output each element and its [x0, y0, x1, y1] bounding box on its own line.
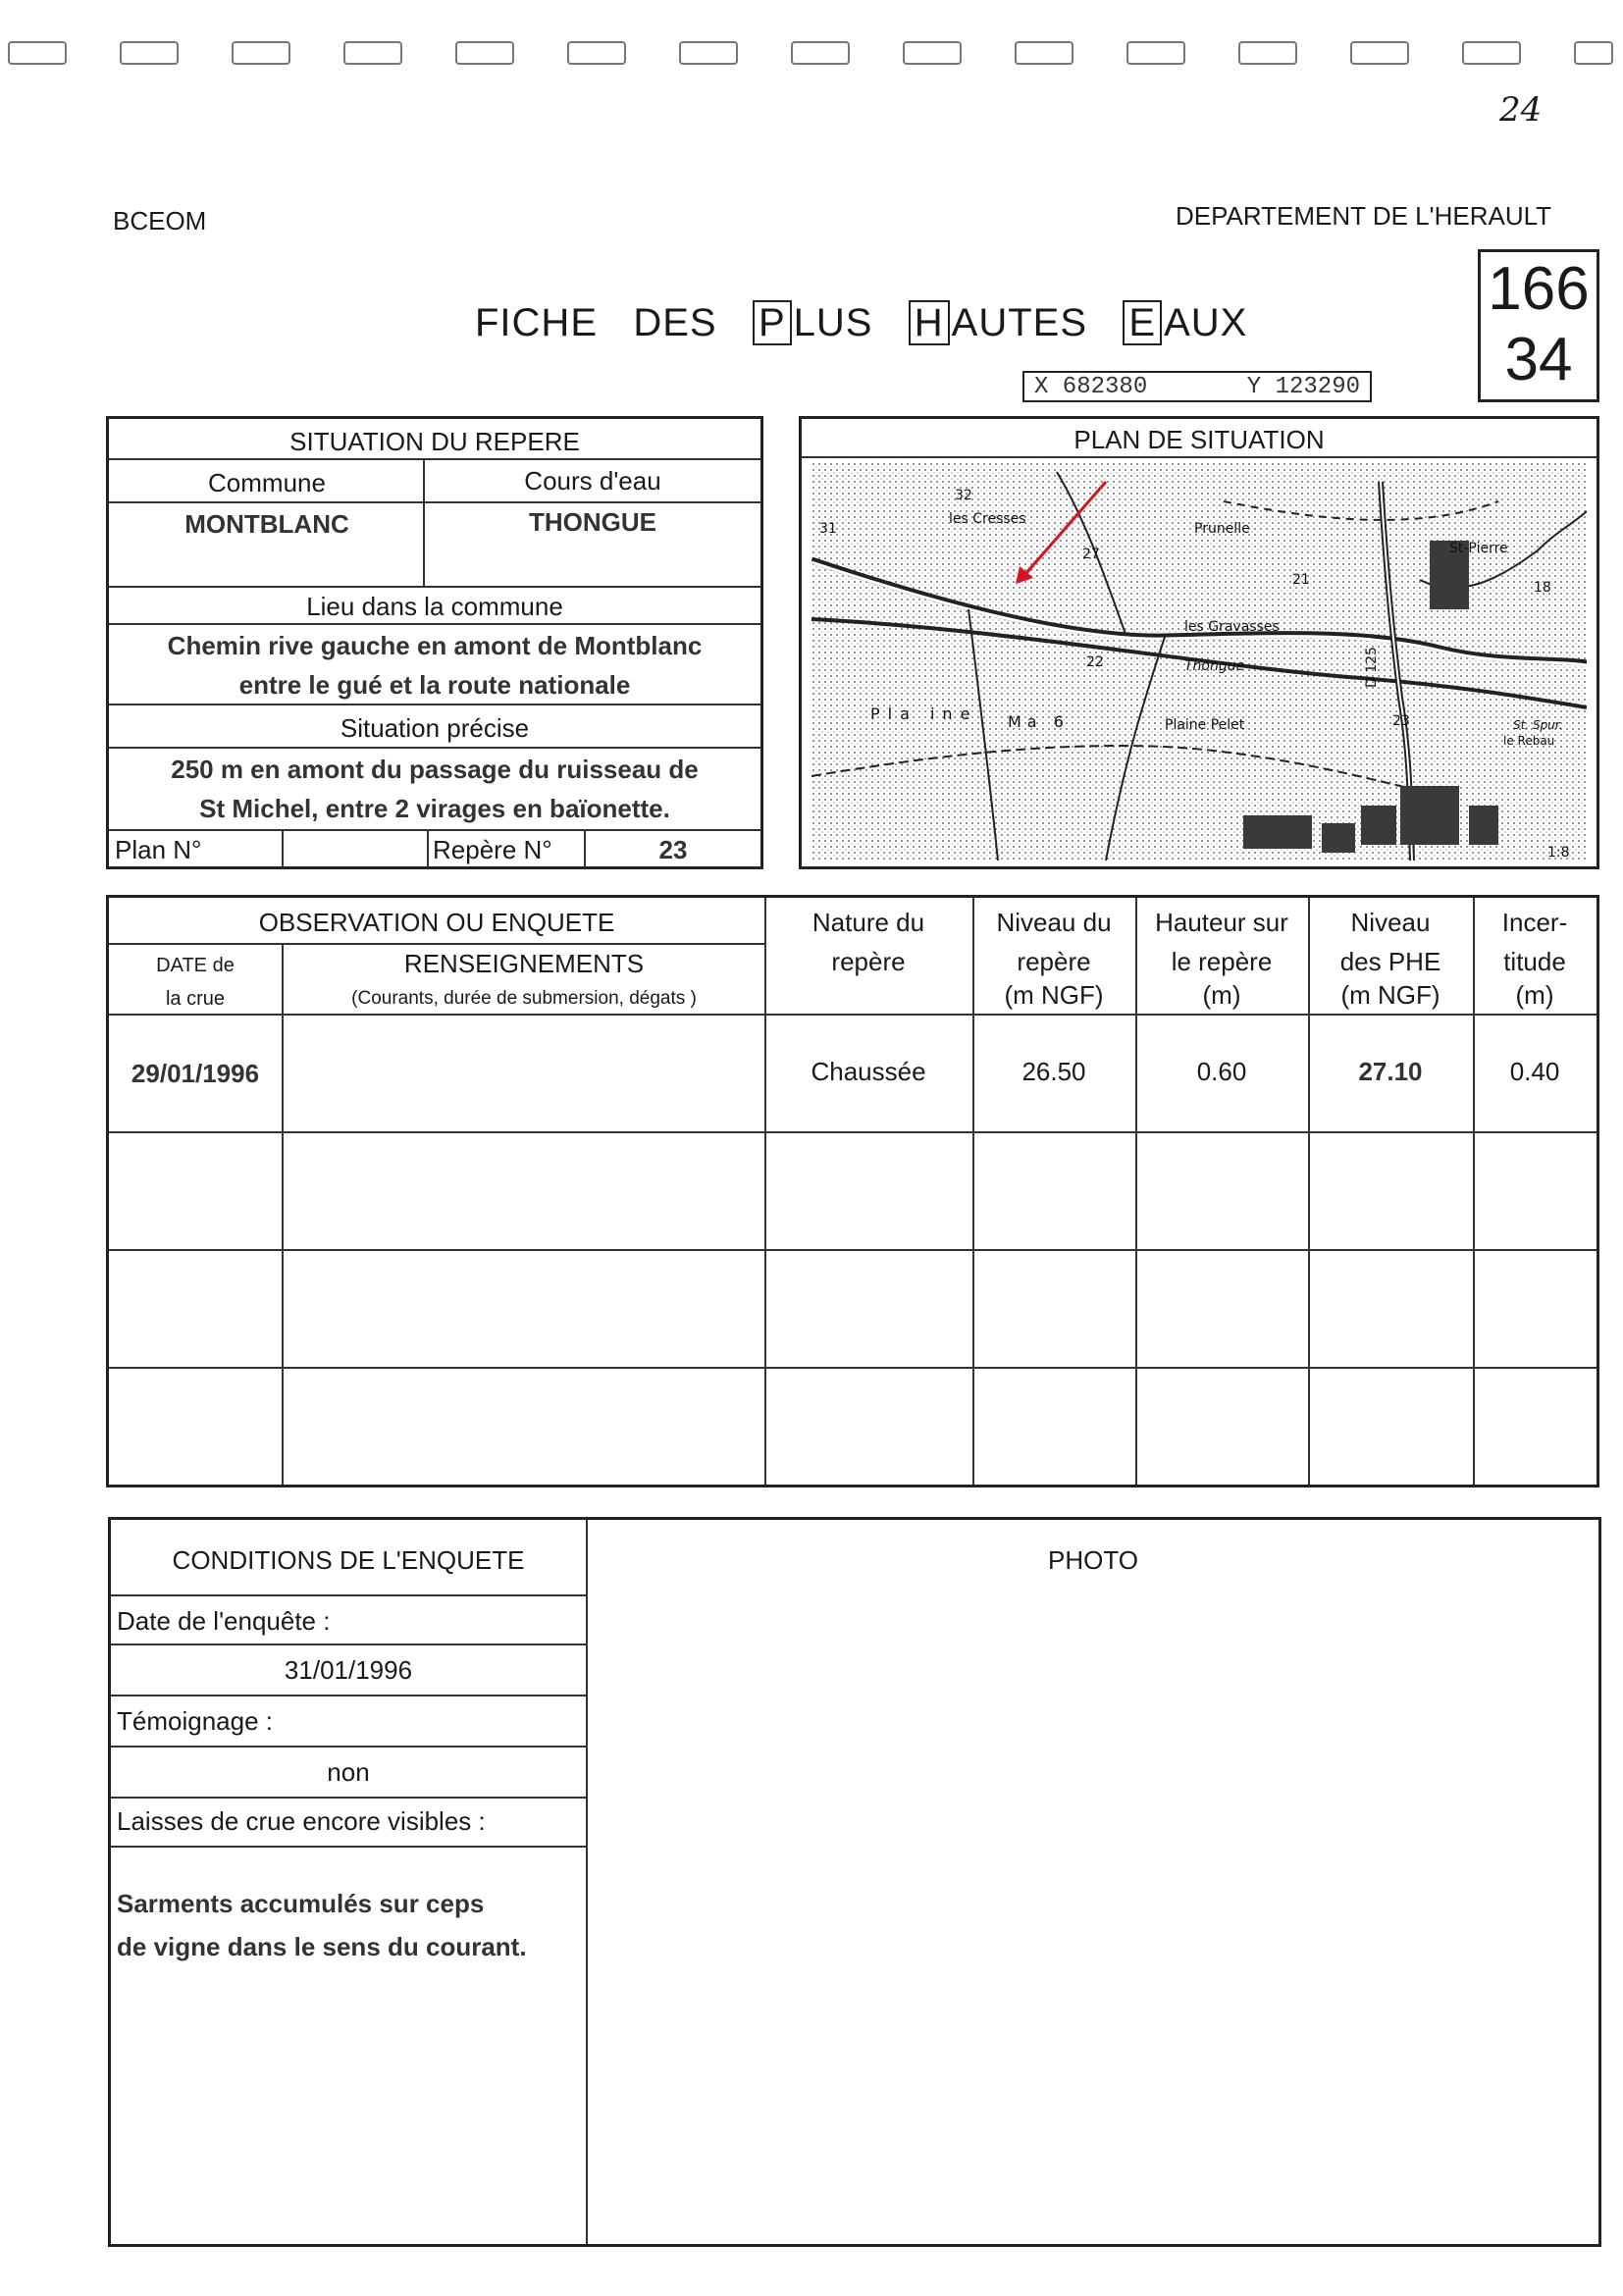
phe-label-2: des PHE — [1339, 947, 1441, 976]
commune-value: MONTBLANC — [184, 509, 349, 539]
row1-date: 29/01/1996 — [131, 1059, 260, 1088]
binder-hole — [679, 41, 738, 65]
binder-hole — [343, 41, 402, 65]
lieu-line-1: Chemin rive gauche en amont de Montblanc — [167, 631, 703, 660]
map-label: les Gravasses — [1184, 619, 1280, 635]
situation-section — [106, 416, 763, 869]
observation-table — [106, 895, 1599, 1487]
incertitude-label-3: (m) — [1515, 980, 1554, 1010]
niveau-label-3: (m NGF) — [1004, 980, 1104, 1010]
page-title — [475, 300, 1247, 345]
map-label: Pla ine — [870, 704, 978, 723]
laisses-line-1: Sarments accumulés sur ceps — [117, 1889, 485, 1918]
map-label: 27 — [1082, 547, 1100, 562]
binder-hole — [1015, 41, 1073, 65]
title-word-eaux: AUX — [1164, 301, 1248, 344]
renseignements-label: RENSEIGNEMENTS — [403, 949, 645, 978]
title-word-fiche: FICHE — [475, 301, 598, 344]
title-letter-e: E — [1123, 300, 1162, 345]
map-label: 18 — [1534, 580, 1551, 596]
map-label: Prunelle — [1194, 521, 1250, 537]
plan-section — [799, 416, 1599, 869]
temoignage-value: non — [327, 1757, 370, 1787]
precise-line-1: 250 m en amont du passage du ruisseau de — [171, 755, 699, 784]
binder-hole — [232, 41, 290, 65]
title-letter-p: P — [753, 300, 792, 345]
photo-label: PHOTO — [1048, 1545, 1138, 1575]
observation-header: OBSERVATION OU ENQUETE — [258, 908, 615, 937]
binder-hole — [1462, 41, 1521, 65]
niveau-label-1: Niveau du — [996, 908, 1112, 937]
binder-hole — [120, 41, 179, 65]
coord-x: X 682380 — [1034, 373, 1148, 400]
title-word-plus: LUS — [793, 301, 873, 344]
cours-eau-value: THONGUE — [529, 507, 656, 537]
nature-label-1: Nature du — [812, 908, 925, 937]
map-label: 21 — [1292, 572, 1310, 588]
reference-line-1: 166 — [1488, 255, 1590, 323]
situation-map — [812, 462, 1587, 861]
situation-header: SITUATION DU REPERE — [289, 427, 580, 456]
hauteur-label-2: le repère — [1171, 947, 1273, 976]
binder-hole — [791, 41, 850, 65]
commune-label: Commune — [208, 468, 326, 497]
map-label: St-Pierre — [1449, 541, 1508, 556]
map-label: D 125 — [1364, 647, 1380, 688]
org-name: BCEOM — [113, 206, 207, 235]
temoignage-label: Témoignage : — [117, 1706, 273, 1736]
map-label: St. Spur. — [1513, 718, 1563, 732]
plan-number-label: Plan N° — [115, 835, 202, 864]
repere-number-value: 23 — [658, 835, 688, 864]
map-label: 1:8 — [1547, 845, 1570, 861]
map-label: 31 — [819, 521, 837, 537]
coordinates-box — [1022, 371, 1372, 402]
incertitude-label-1: Incer- — [1501, 908, 1568, 937]
date-crue-label-2: la crue — [165, 988, 226, 1010]
niveau-label-2: repère — [1017, 947, 1091, 976]
map-label: 32 — [955, 488, 972, 503]
enquete-date-label: Date de l'enquête : — [117, 1606, 331, 1636]
hauteur-label-1: Hauteur sur — [1155, 908, 1288, 937]
title-word-hautes: AUTES — [951, 301, 1088, 344]
map-label: 22 — [1086, 654, 1104, 670]
binder-holes — [0, 41, 1623, 75]
precise-line-2: St Michel, entre 2 virages en baïonette. — [199, 794, 670, 823]
phe-label-3: (m NGF) — [1340, 980, 1440, 1010]
row1-phe: 27.10 — [1358, 1057, 1423, 1086]
lieu-line-2: entre le gué et la route nationale — [238, 670, 631, 700]
title-letter-h: H — [909, 300, 950, 345]
row1-niveau: 26.50 — [1021, 1057, 1086, 1086]
laisses-line-2: de vigne dans le sens du courant. — [117, 1932, 527, 1961]
title-word-des: DES — [633, 301, 717, 344]
binder-hole — [1574, 41, 1613, 65]
plan-header: PLAN DE SITUATION — [1073, 425, 1325, 454]
map-label: le Rebau — [1503, 734, 1555, 748]
hauteur-label-3: (m) — [1202, 980, 1241, 1010]
renseignements-sublabel: (Courants, durée de submersion, dégats ) — [351, 988, 697, 1009]
binder-hole — [1350, 41, 1409, 65]
reference-box — [1478, 249, 1599, 402]
row1-incertitude: 0.40 — [1509, 1057, 1560, 1086]
repere-number-label: Repère N° — [433, 835, 552, 864]
coord-y: Y 123290 — [1246, 373, 1360, 400]
map-label: Ma 6 — [1008, 712, 1070, 731]
conditions-photo-section — [108, 1517, 1601, 2247]
binder-hole — [455, 41, 514, 65]
nature-label-2: repère — [831, 947, 906, 976]
conditions-header: CONDITIONS DE L'ENQUETE — [172, 1545, 525, 1575]
row1-nature: Chaussée — [811, 1057, 926, 1086]
binder-hole — [1238, 41, 1297, 65]
map-label: 23 — [1392, 713, 1410, 729]
map-label: les Cresses — [949, 511, 1026, 527]
enquete-date-value: 31/01/1996 — [284, 1655, 413, 1685]
page-number: 24 — [1499, 90, 1543, 130]
phe-label-1: Niveau — [1350, 908, 1431, 937]
cours-eau-label: Cours d'eau — [524, 466, 661, 496]
binder-hole — [567, 41, 626, 65]
precise-label: Situation précise — [340, 713, 530, 743]
binder-hole — [8, 41, 67, 65]
map-label: Thongue — [1184, 658, 1245, 674]
binder-hole — [1126, 41, 1185, 65]
laisses-label: Laisses de crue encore visibles : — [117, 1806, 486, 1836]
row1-hauteur: 0.60 — [1196, 1057, 1247, 1086]
binder-hole — [903, 41, 962, 65]
lieu-label: Lieu dans la commune — [306, 592, 563, 621]
map-label: Plaine Pelet — [1165, 717, 1245, 733]
department-name: DEPARTEMENT DE L'HERAULT — [1176, 201, 1552, 231]
date-crue-label-1: DATE de — [156, 955, 235, 976]
reference-line-2: 34 — [1504, 326, 1573, 393]
incertitude-label-2: titude — [1503, 947, 1566, 976]
